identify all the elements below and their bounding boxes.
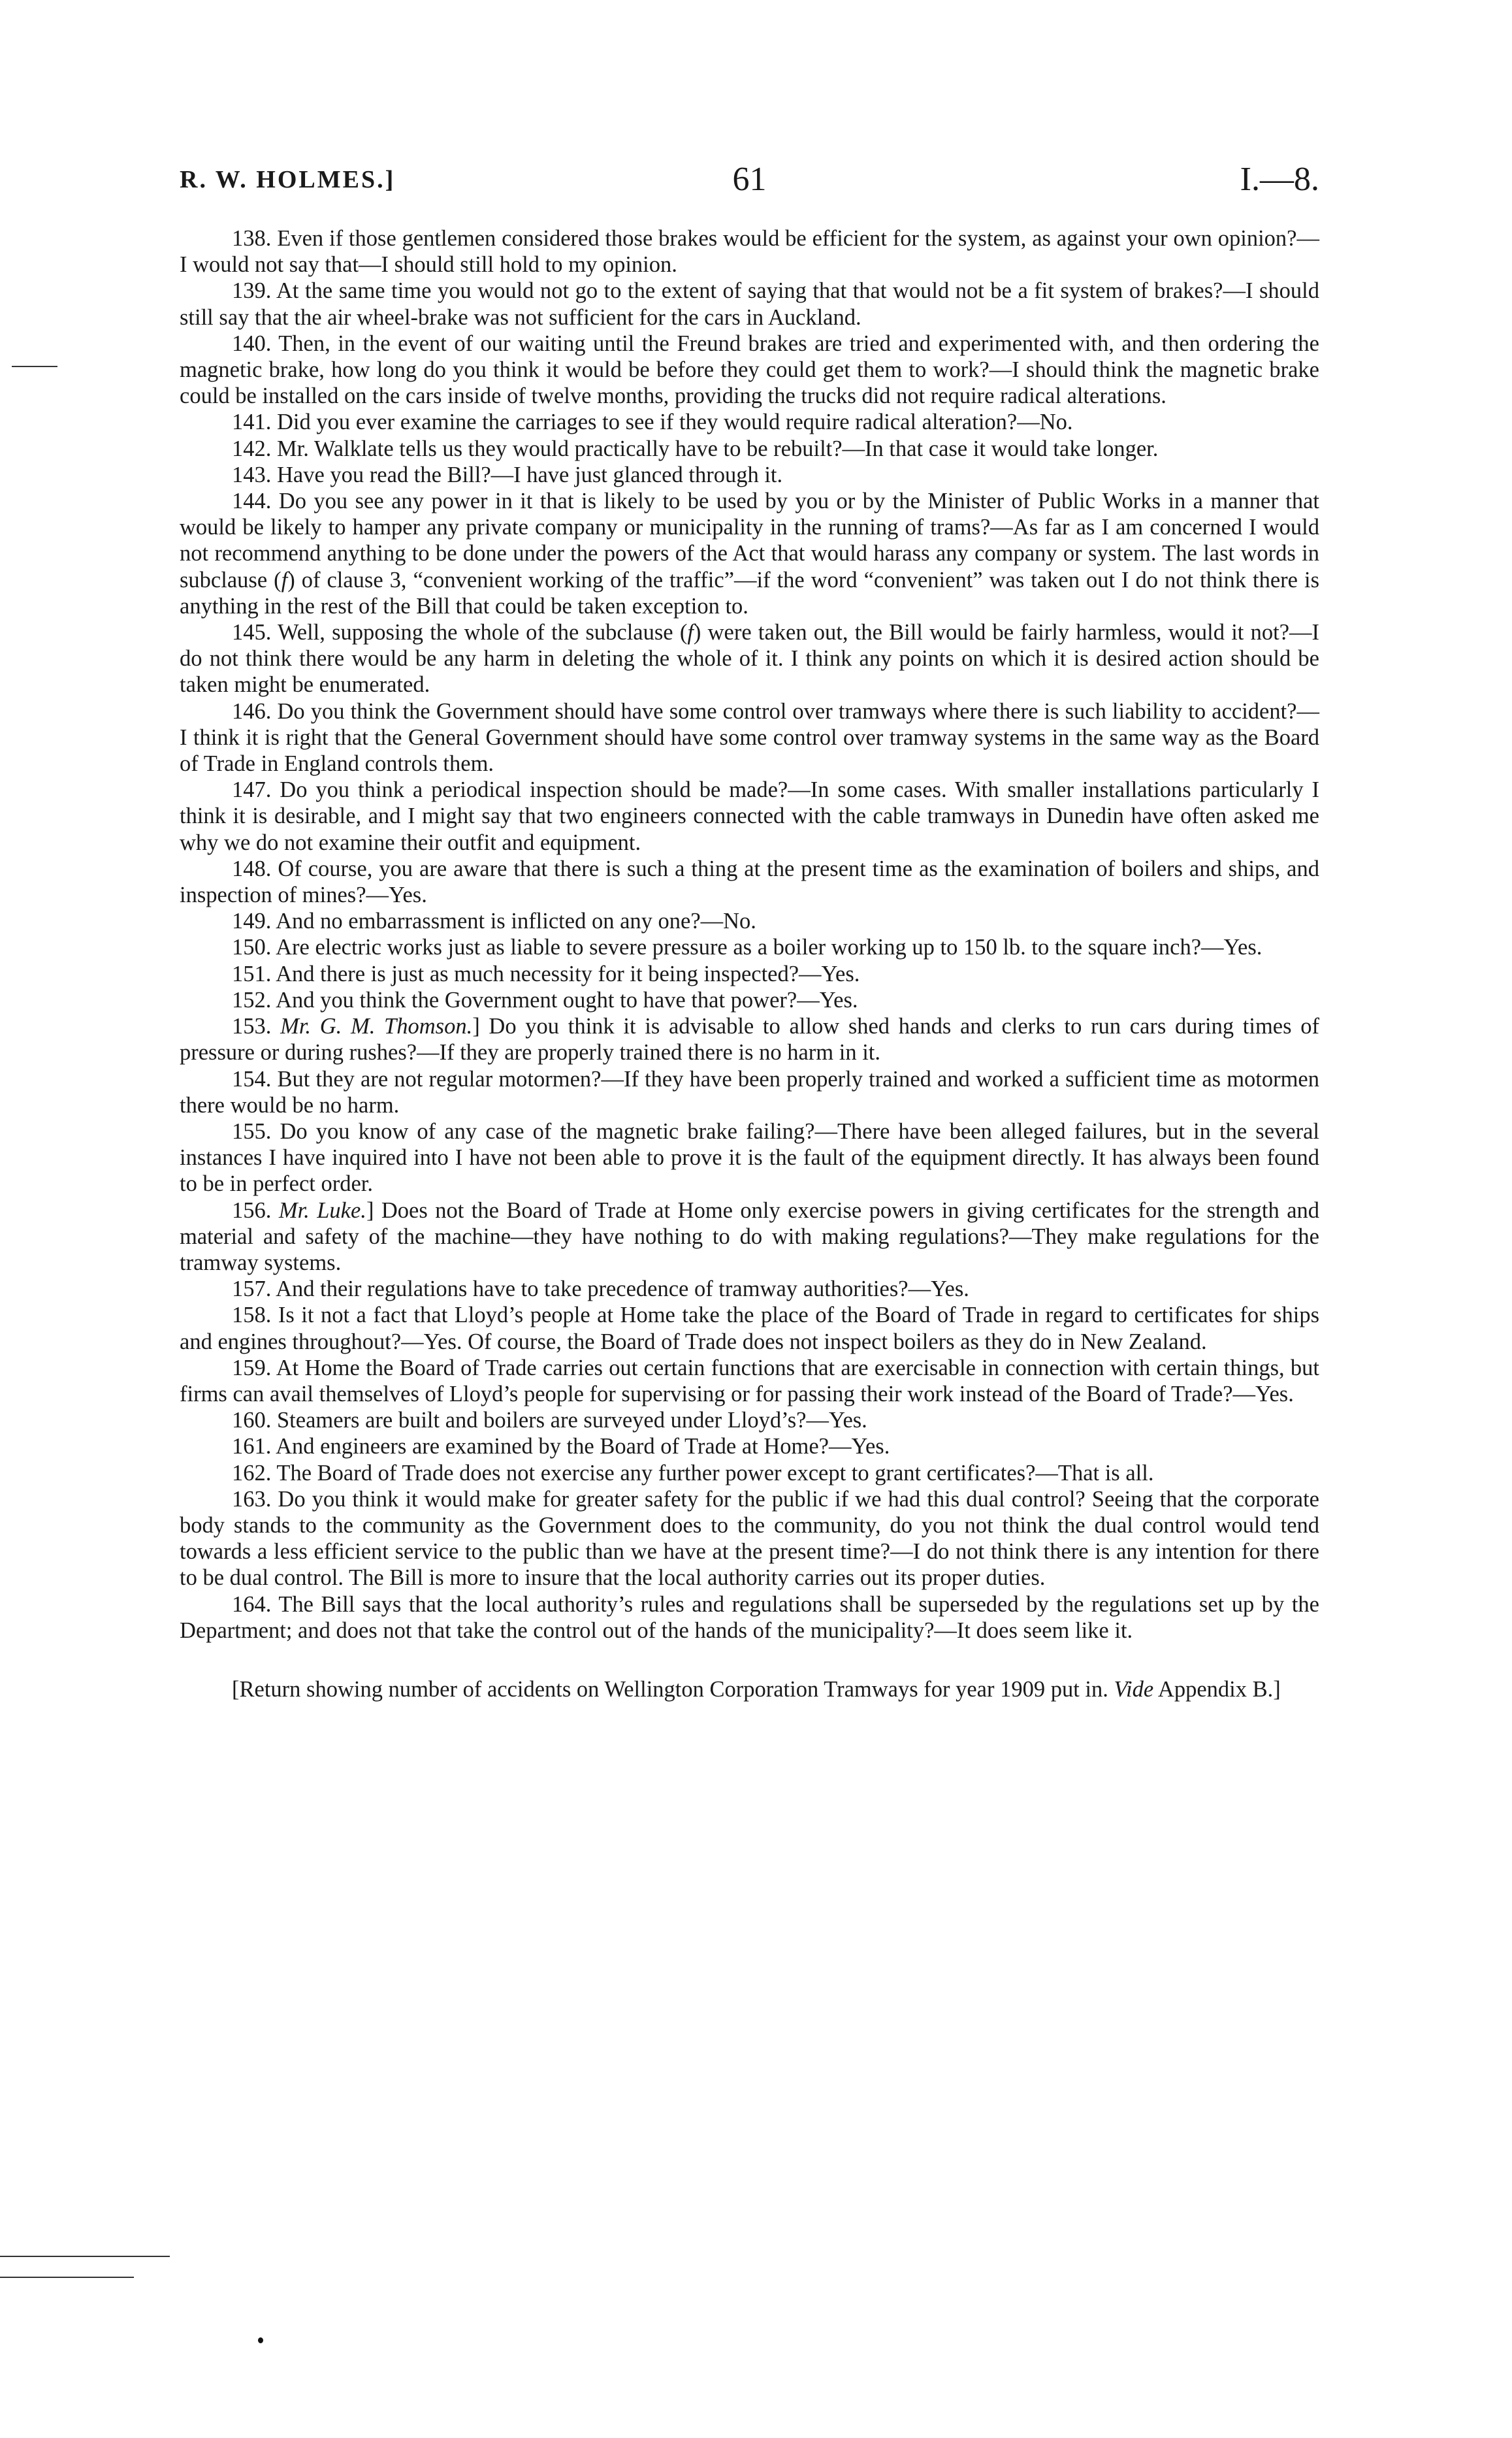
ink-speck: [258, 2337, 263, 2343]
text-run: Appendix B.]: [1153, 1676, 1281, 1702]
question-146: [180, 698, 1319, 777]
text-run: 142. Mr. Walklate tells us they would practically have to be rebuilt?—In that case it would take longer.: [232, 436, 1159, 461]
text-run: 146. Do you think the Government should have some control over tramways where there is such liability to accident?—I think it is right that the General Government should have some control over tramway systems in the same way as the Board of Trade in England controls them.: [180, 698, 1319, 777]
text-run: 161. And engineers are examined by the Board of Trade at Home?—Yes.: [232, 1434, 890, 1459]
question-150: [180, 934, 1319, 960]
question-148: [180, 856, 1319, 908]
question-145: [180, 619, 1319, 698]
text-run: 164. The Bill says that the local authority’s rules and regulations shall be superseded by the regulations set up by the Department; and does not that take the control out of the hands of the municipality?—It does seem like it.: [180, 1591, 1319, 1643]
margin-rule: [0, 2277, 134, 2278]
question-162: [180, 1460, 1319, 1486]
appendix-note: [180, 1676, 1319, 1702]
question-152: [180, 987, 1319, 1013]
text-run: 155. Do you know of any case of the magnetic brake failing?—There have been alleged failures, but in the several instances I have inquired into I have not been able to prove it is the fault of the equipment directly. It has always been found to be in perfect order.: [180, 1118, 1319, 1197]
text-run: 163. Do you think it would make for greater safety for the public if we had this dual control? Seeing that the corporate body stands to the community as the Government does to the community, do you not think the dual control would tend towards a less efficient service to the public than we have at the present time?—I do not think there is any intention for there to be dual control. The Bill is more to insure that the local authority carries out its proper duties.: [180, 1486, 1319, 1591]
question-144: [180, 488, 1319, 619]
text-run: 160. Steamers are built and boilers are surveyed under Lloyd’s?—Yes.: [232, 1408, 867, 1433]
question-163: [180, 1486, 1319, 1591]
question-138: [180, 225, 1319, 278]
question-143: [180, 462, 1319, 488]
question-147: [180, 777, 1319, 856]
italic-text: Vide: [1114, 1676, 1154, 1702]
italic-text: Mr. Luke.: [278, 1197, 366, 1223]
question-139: [180, 278, 1319, 330]
text-run: ] Do you think it is advisable to allow shed hands and clerks to run cars during times of pressure or during rushes?—If they are properly trained there is no harm in it.: [180, 1014, 1319, 1065]
text-run: 153.: [232, 1014, 281, 1039]
italic-text: Mr. G. M. Thomson.: [280, 1014, 473, 1039]
document-reference: I.—8.: [1240, 161, 1319, 198]
page-header: [180, 160, 1319, 206]
italic-text: f: [281, 567, 288, 593]
question-157: [180, 1276, 1319, 1302]
question-155: [180, 1118, 1319, 1197]
question-160: [180, 1407, 1319, 1433]
text-run: 140. Then, in the event of our waiting until the Freund brakes are tried and experimented with, and then ordering the magnetic brake, how long do you think it would be before they could get them to work?—I should think the magnetic brake could be installed on the cars inside of twelve months, providing the trucks did not require radical alterations.: [180, 331, 1319, 409]
text-run: 156.: [232, 1197, 279, 1223]
text-run: 149. And no embarrassment is inflicted on any one?—No.: [232, 909, 756, 934]
text-run: [Return showing number of accidents on Wellington Corporation Tramways for year 1909 put in.: [232, 1676, 1114, 1702]
text-run: 147. Do you think a periodical inspection should be made?—In some cases. With smaller installations particularly I think it is desirable, and I might say that two engineers connected with the cable tramways in Dunedin have often asked me why we do not examine their outfit and equipment.: [180, 777, 1319, 855]
text-run: 158. Is it not a fact that Lloyd’s people at Home take the place of the Board of Trade in regard to certificates for ships and engines throughout?—Yes. Of course, the Board of Trade does not inspect boilers as they do in New Zealand.: [180, 1303, 1319, 1354]
question-154: [180, 1066, 1319, 1118]
text-run: 143. Have you read the Bill?—I have just glanced through it.: [232, 462, 783, 487]
text-run: 139. At the same time you would not go to the extent of saying that that would not be a fit system of brakes?—I should still say that the air wheel-brake was not sufficient for the cars in Auckland.: [180, 278, 1319, 330]
question-153: [180, 1013, 1319, 1065]
text-run: 152. And you think the Government ought to have that power?—Yes.: [232, 987, 858, 1013]
text-run: 141. Did you ever examine the carriages to see if they would require radical alteration?—No.: [232, 410, 1073, 435]
header-witness-name: R. W. HOLMES.]: [180, 166, 396, 193]
text-run: 154. But they are not regular motormen?—If they have been properly trained and worked a sufficient time as motormen there would be no harm.: [180, 1066, 1319, 1118]
question-151: [180, 961, 1319, 987]
text-run: 157. And their regulations have to take precedence of tramway authorities?—Yes.: [232, 1276, 969, 1302]
italic-text: f: [687, 620, 694, 645]
text-run: 145. Well, supposing the whole of the subclause (: [232, 620, 688, 645]
text-run: 159. At Home the Board of Trade carries out certain functions that are exercisable in connection with certain things, but firms can avail themselves of Lloyd’s people for supervising or for passing their work instead of the Board of Trade?—Yes.: [180, 1355, 1319, 1406]
question-149: [180, 908, 1319, 934]
text-run: ) were taken out, the Bill would be fairly harmless, would it not?—I do not think there would be any harm in deleting the whole of it. I think any points on which it is desired action should be taken might be enumerated.: [180, 620, 1320, 698]
text-run: 151. And there is just as much necessity for it being inspected?—Yes.: [232, 961, 860, 986]
margin-rule: [0, 2256, 170, 2257]
text-run: 150. Are electric works just as liable to severe pressure as a boiler working up to 150 lb. to the square inch?—Yes.: [232, 935, 1263, 960]
question-141: [180, 409, 1319, 435]
text-run: ) of clause 3, “convenient working of the traffic”—if the word “convenient” was taken out I do not think there is anything in the rest of the Bill that could be taken exception to.: [180, 567, 1319, 619]
text-run: 144. Do you see any power in it that is likely to be used by you or by the Minister of Public Works in a manner that would be likely to hamper any private company or municipality in the running of trams?—As far as I am concerned I would not recommend anything to be done under the powers of the Act that would harass any company or system. The last words in subclause (: [180, 489, 1319, 593]
question-161: [180, 1433, 1319, 1459]
text-run: 148. Of course, you are aware that there is such a thing at the present time as the examination of boilers and ships, and inspection of mines?—Yes.: [180, 856, 1319, 908]
text-run: 162. The Board of Trade does not exercise any further power except to grant certificates?—That is all.: [232, 1460, 1154, 1486]
question-159: [180, 1355, 1319, 1407]
page-number: 61: [732, 161, 767, 198]
evidence-body: [180, 225, 1319, 1702]
question-164: [180, 1591, 1319, 1644]
text-run: 138. Even if those gentlemen considered those brakes would be efficient for the system, as against your own opinion?—I would not say that—I should still hold to my opinion.: [180, 226, 1319, 278]
question-156: [180, 1197, 1319, 1276]
text-run: ] Does not the Board of Trade at Home only exercise powers in giving certificates for the strength and material and safety of the machine—they have nothing to do with making regulations?—They make regulations for the tramway systems.: [180, 1197, 1320, 1275]
question-140: [180, 331, 1319, 410]
question-158: [180, 1302, 1319, 1354]
margin-mark: [12, 366, 57, 367]
question-142: [180, 436, 1319, 462]
